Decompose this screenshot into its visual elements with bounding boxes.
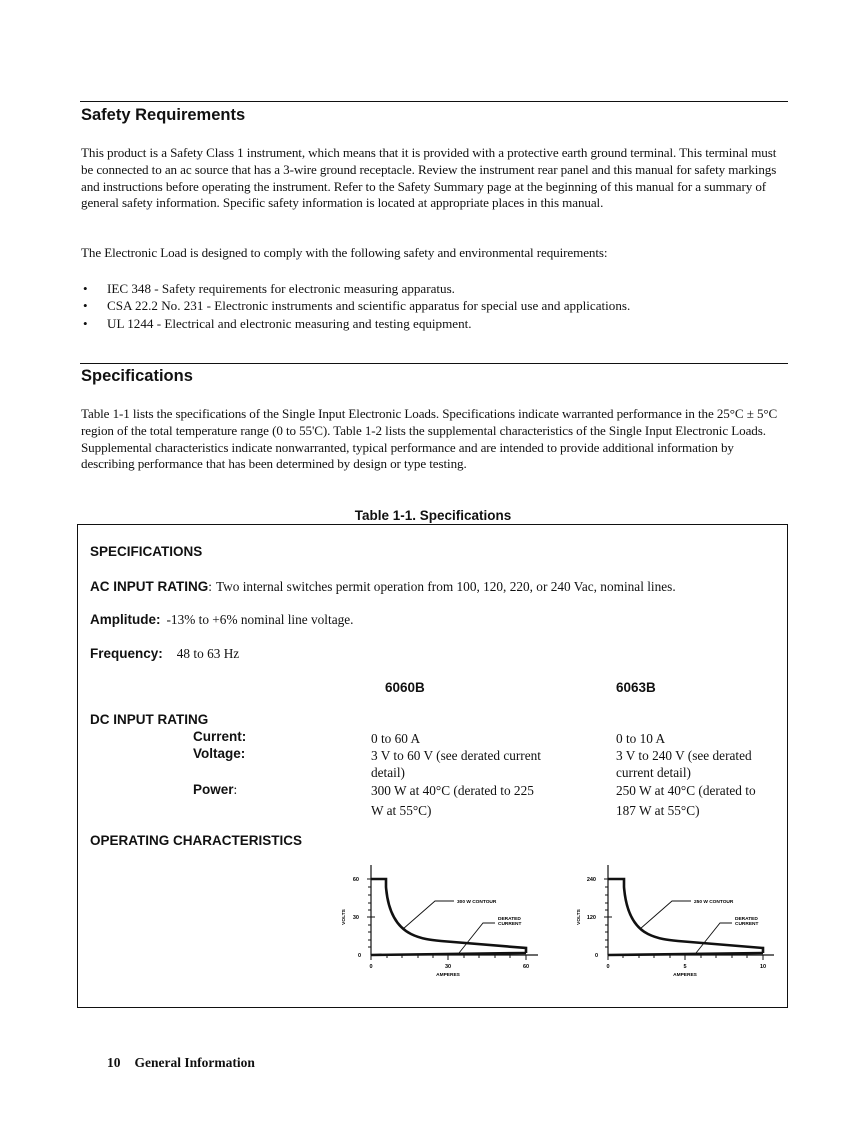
ac-input-label: AC INPUT RATING: [90, 579, 209, 594]
operating-characteristics-label: OPERATING CHARACTERISTICS: [90, 833, 303, 848]
power-6060b: 300 W at 40°C (derated to 225 W at 55°C): [371, 783, 534, 818]
current-6060b: 0 to 60 A: [371, 731, 421, 746]
safety-paragraph: This product is a Safety Class 1 instrument, which means that it is provided with a protective earth ground terminal. This terminal must be connected to an ac source that has a 3-wire ground receptacle. Review the instrument rear panel and this manual for safety markings and instructions before operating the instrument. Refer to the Safety Summary page at the beginning of this manual for a summary of general safety information. Specific safety information is located at appropriate places in this manual.: [81, 145, 777, 211]
page-footer: [107, 1055, 255, 1071]
derated-annotation: DERATED: [735, 917, 758, 922]
amplitude-value: -13% to +6% nominal line voltage.: [166, 612, 354, 627]
requirements-list: [81, 280, 630, 332]
y-axis-label: VOLTS: [342, 909, 347, 925]
chart-6060b-svg: [331, 857, 551, 987]
section-rule-safety: [80, 101, 788, 102]
ac-input-separator: :: [208, 579, 212, 594]
requirement-item: • CSA 22.2 No. 231 - Electronic instruments and scientific apparatus for special use and applications.: [81, 297, 630, 314]
requirement-item: • UL 1244 - Electrical and electronic measuring and testing equipment.: [81, 315, 630, 332]
chart-6060b: [331, 857, 551, 987]
derated-annotation: DERATED: [498, 917, 521, 922]
x-tick-10: 10: [759, 964, 767, 970]
current-label: Current:: [193, 729, 247, 744]
section-heading-safety: Safety Requirements: [81, 106, 246, 124]
specifications-table: [77, 524, 788, 1008]
section-rule-specifications: [80, 363, 788, 364]
x-tick-5: 5: [683, 964, 687, 970]
model-header-6063b: 6063B: [616, 680, 656, 695]
contour-annotation: 250 W CONTOUR: [694, 900, 734, 905]
voltage-6060b: 3 V to 60 V (see derated current detail): [371, 748, 541, 780]
power-label: Power: [193, 782, 234, 797]
x-tick-60: 60: [522, 964, 530, 970]
x-axis-label: AMPERES: [436, 973, 460, 978]
frequency-label: Frequency:: [90, 646, 163, 661]
page-number: 10: [107, 1055, 121, 1070]
section-heading-specifications: Specifications: [81, 367, 193, 385]
amplitude-label: Amplitude:: [90, 612, 161, 627]
contour-annotation: 300 W CONTOUR: [457, 900, 497, 905]
frequency-value: 48 to 63 Hz: [176, 646, 240, 661]
x-tick-0: 0: [369, 964, 373, 970]
amplitude-row: [90, 611, 353, 629]
table-caption: Table 1-1. Specifications: [354, 508, 512, 523]
y-axis-label: VOLTS: [577, 909, 582, 925]
y-tick-30: 30: [352, 915, 359, 921]
model-header-6060b: 6060B: [385, 680, 425, 695]
ac-input-value: Two internal switches permit operation from 100, 120, 220, or 240 Vac, nominal lines.: [215, 579, 676, 594]
power-label-suffix: :: [233, 782, 238, 797]
x-tick-0: 0: [606, 964, 610, 970]
x-axis-label: AMPERES: [673, 973, 697, 978]
footer-section: General Information: [134, 1055, 255, 1070]
chart-6063b-svg: [566, 857, 786, 987]
y-tick-60: 60: [352, 877, 359, 883]
derated-annotation-2: CURRENT: [498, 922, 522, 927]
chart-6063b: [566, 857, 786, 987]
table-title: SPECIFICATIONS: [90, 544, 203, 559]
power-label-row: [193, 781, 237, 799]
y-tick-240: 240: [586, 877, 596, 883]
y-tick-0: 0: [357, 953, 361, 959]
current-6063b: 0 to 10 A: [616, 731, 666, 746]
y-tick-0: 0: [594, 953, 598, 959]
voltage-label: Voltage:: [193, 746, 246, 761]
voltage-6063b: 3 V to 240 V (see derated current detail): [616, 748, 752, 780]
safety-intro: The Electronic Load is designed to comply with the following safety and environmental requirements:: [81, 245, 608, 260]
derated-annotation-2: CURRENT: [735, 922, 759, 927]
y-tick-120: 120: [586, 915, 596, 921]
requirement-item: • IEC 348 - Safety requirements for electronic measuring apparatus.: [81, 280, 630, 297]
x-tick-30: 30: [444, 964, 452, 970]
specifications-paragraph: Table 1-1 lists the specifications of the Single Input Electronic Loads. Specifications indicate warranted performance in the 25°C ± 5°C region of the total temperature range (0 to 55'C). Table 1-2 lists the supplemental characteristics of the Single Input Electronic Loads. Supplemental characteristics indicate nonwarranted, typical performance and are intended to provide additional information by describing performance that has been determined by design or type testing.: [81, 406, 778, 472]
dc-input-label: DC INPUT RATING: [90, 712, 209, 727]
power-6063b: 250 W at 40°C (derated to 187 W at 55°C): [616, 783, 756, 818]
ac-input-row: [90, 578, 676, 596]
frequency-row: [90, 645, 239, 663]
